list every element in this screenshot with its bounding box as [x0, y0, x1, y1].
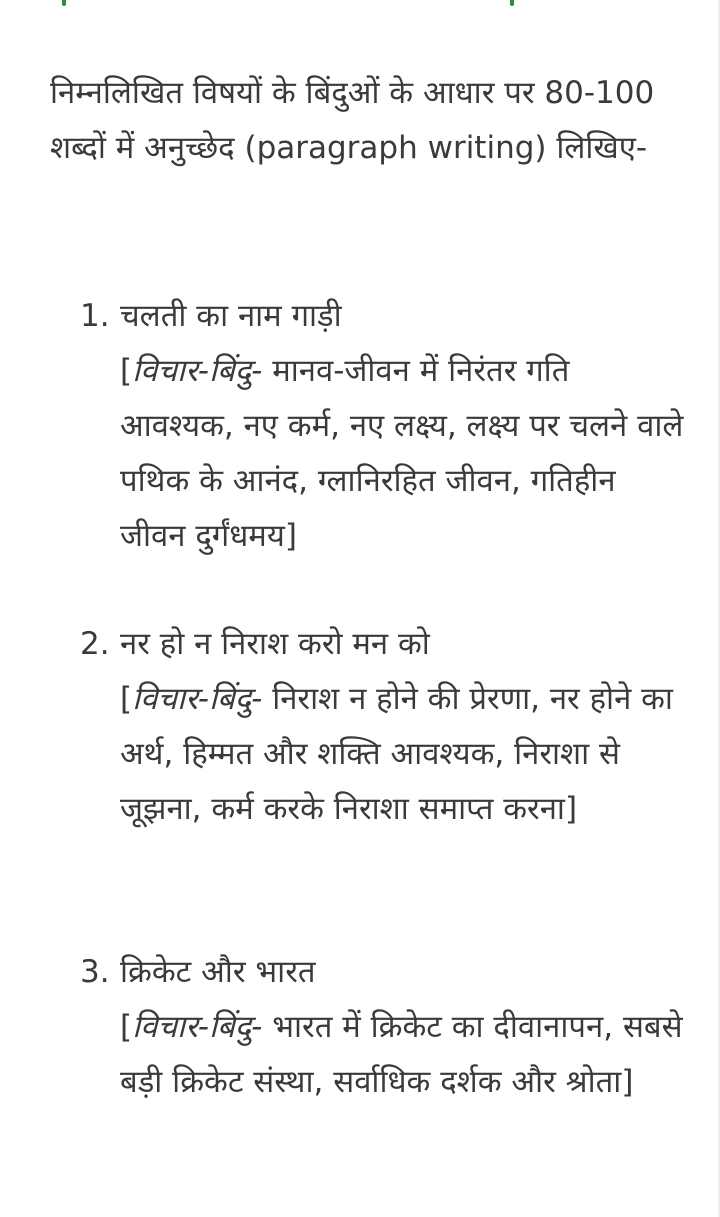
item-title-text: क्रिकेट और भारत [120, 954, 316, 990]
points-text: निराश न होने की प्रेरणा, नर होने का अर्थ, हिम्मत और शक्ति आवश्यक, निराशा से जूझना, कर्म करके निराशा समाप्त करना [120, 681, 673, 827]
open-bracket: [ [120, 681, 133, 717]
item-number: 2. [80, 626, 110, 662]
list-item-1 [80, 289, 685, 564]
item-title [80, 945, 685, 1000]
item-title [80, 617, 685, 672]
points-text: भारत में क्रिकेट का दीवानापन, सबसे बड़ी क्रिकेट संस्था, सर्वाधिक दर्शक और श्रोता [120, 1009, 683, 1100]
instruction-text: निम्नलिखित विषयों के बिंदुओं के आधार पर 80-100 शब्दों में अनुच्छेद (paragraph writing) लिखिए- [50, 75, 655, 166]
item-number: 1. [80, 298, 110, 334]
points-text: मानव-जीवन में निरंतर गति आवश्यक, नए कर्म, नए लक्ष्य, लक्ष्य पर चलने वाले पथिक के आनंद, ग्लानिरहित जीवन, गतिहीन जीवन दुर्गंधमय [120, 353, 684, 554]
list-item-3 [80, 945, 685, 1110]
open-bracket: [ [120, 353, 133, 389]
accent-mark [62, 0, 66, 6]
item-title [80, 289, 685, 344]
top-accent-marks [0, 0, 720, 6]
item-points [120, 344, 690, 564]
points-label: विचार-बिंदु- [132, 1009, 263, 1045]
accent-mark [510, 0, 514, 6]
close-bracket: ] [284, 518, 297, 554]
open-bracket: [ [120, 1009, 133, 1045]
list-item-2 [80, 617, 685, 837]
points-label: विचार-बिंदु- [132, 681, 263, 717]
close-bracket: ] [564, 791, 578, 827]
points-label: विचार-बिंदु- [132, 353, 263, 389]
item-points [120, 672, 690, 837]
close-bracket: ] [621, 1064, 634, 1100]
item-number: 3. [80, 954, 110, 990]
item-title-text: नर हो न निराश करो मन को [120, 626, 430, 662]
item-title-text: चलती का नाम गाड़ी [120, 298, 342, 334]
item-points [120, 1000, 690, 1110]
